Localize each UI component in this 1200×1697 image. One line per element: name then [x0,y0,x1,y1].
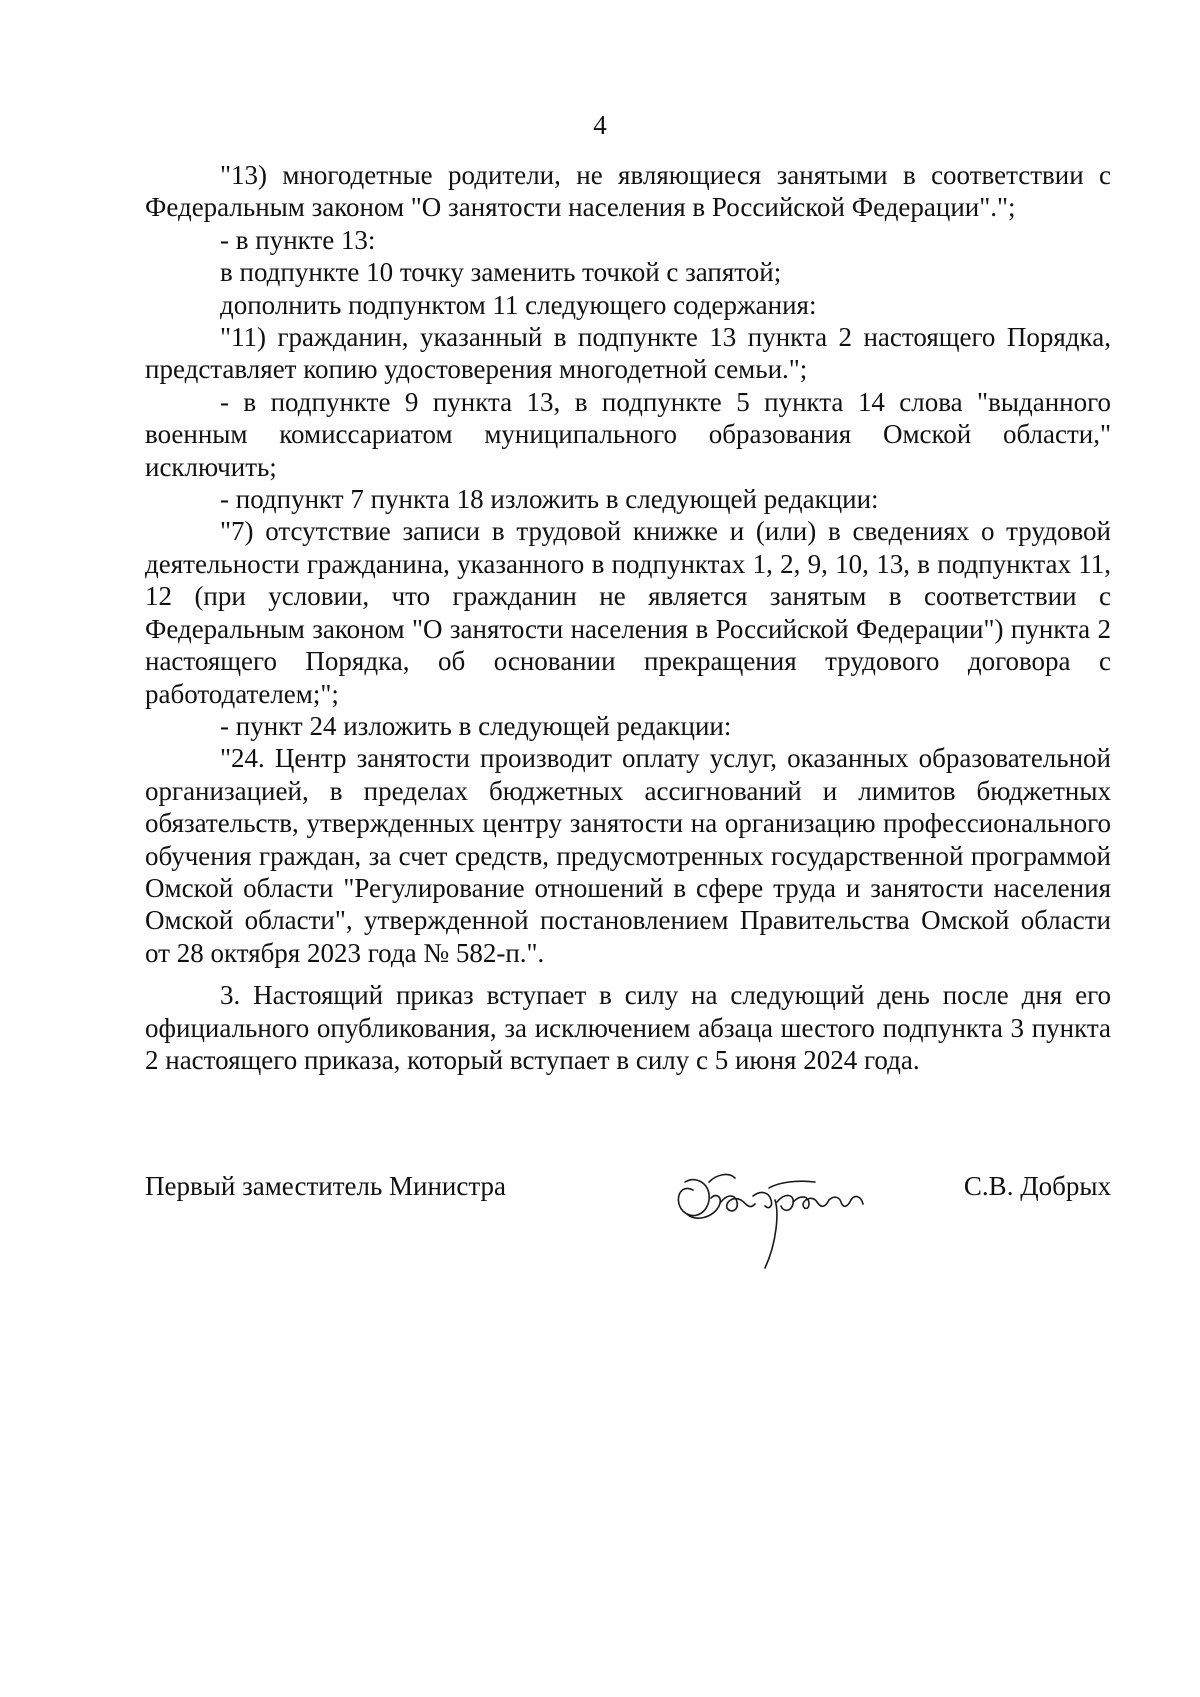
paragraph-add-subpoint-11: дополнить подпунктом 11 следующего содержания: [220,289,817,320]
paragraph-point-24-text: "24. Центр занятости производит оплату услуг, оказанных образовательной организацией, в пределах бюджетных ассигнований и лимитов бюджетных обязательств, утвержденных центру занятости на организацию профессионального обучения граждан, за счет средств, предусмотренных государственной программой Омской области "Регулирование отношений в сфере труда и занятости населения Омской области", утвержденной постановлением Правительства Омской области от 28 октября 2023 года № 582-п.". [145,743,1111,968]
paragraph-subpoint-11-text: "11) гражданин, указанный в подпункте 13 пункта 2 настоящего Порядка, представляет копию удостоверения многодетной семьи."; [145,322,1111,385]
page-number: 4 [593,110,607,140]
signer-name: С.В. Добрых [963,1171,1111,1201]
paragraph-point-24: - пункт 24 изложить в следующей редакции: [220,710,732,741]
document-body [145,159,1111,1076]
signer-title: Первый заместитель Министра [145,1171,506,1201]
signature-block [145,1170,1111,1300]
paragraph-effective-date: 3. Настоящий приказ вступает в силу на следующий день после дня его официального опубликования, за исключением абзаца шестого подпункта 3 пункта 2 настоящего приказа, который вступает в силу с 5 июня 2024 года. [145,980,1111,1075]
paragraph-subpoint-7-text: "7) отсутствие записи в трудовой книжке и (или) в сведениях о трудовой деятельности гражданина, указанного в подпунктах 1, 2, 9, 10, 13, в подпунктах 11, 12 (при условии, что гражданин не является занятым в соответствии с Федеральным законом "О занятости населения в Российской Федерации") пункта 2 настоящего Порядка, об основании прекращения трудового договора с работодателем;"; [145,516,1111,709]
paragraph-subpoint-10: в подпункте 10 точку заменить точкой с запятой; [220,257,782,288]
handwritten-signature [665,1152,895,1277]
paragraph-exclude-words: - в подпункте 9 пункта 13, в подпункте 5 пункта 14 слова "выданного военным комиссариатом муниципального образования Омской области," исключить; [145,386,1111,482]
paragraph-point-13: - в пункте 13: [220,224,376,255]
paragraph-point-18: - подпункт 7 пункта 18 изложить в следующей редакции: [220,484,879,515]
paragraph-item-13: "13) многодетные родители, не являющиеся занятыми в соответствии с Федеральным законом "О занятости населения в Российской Федерации"."; [145,160,1111,223]
